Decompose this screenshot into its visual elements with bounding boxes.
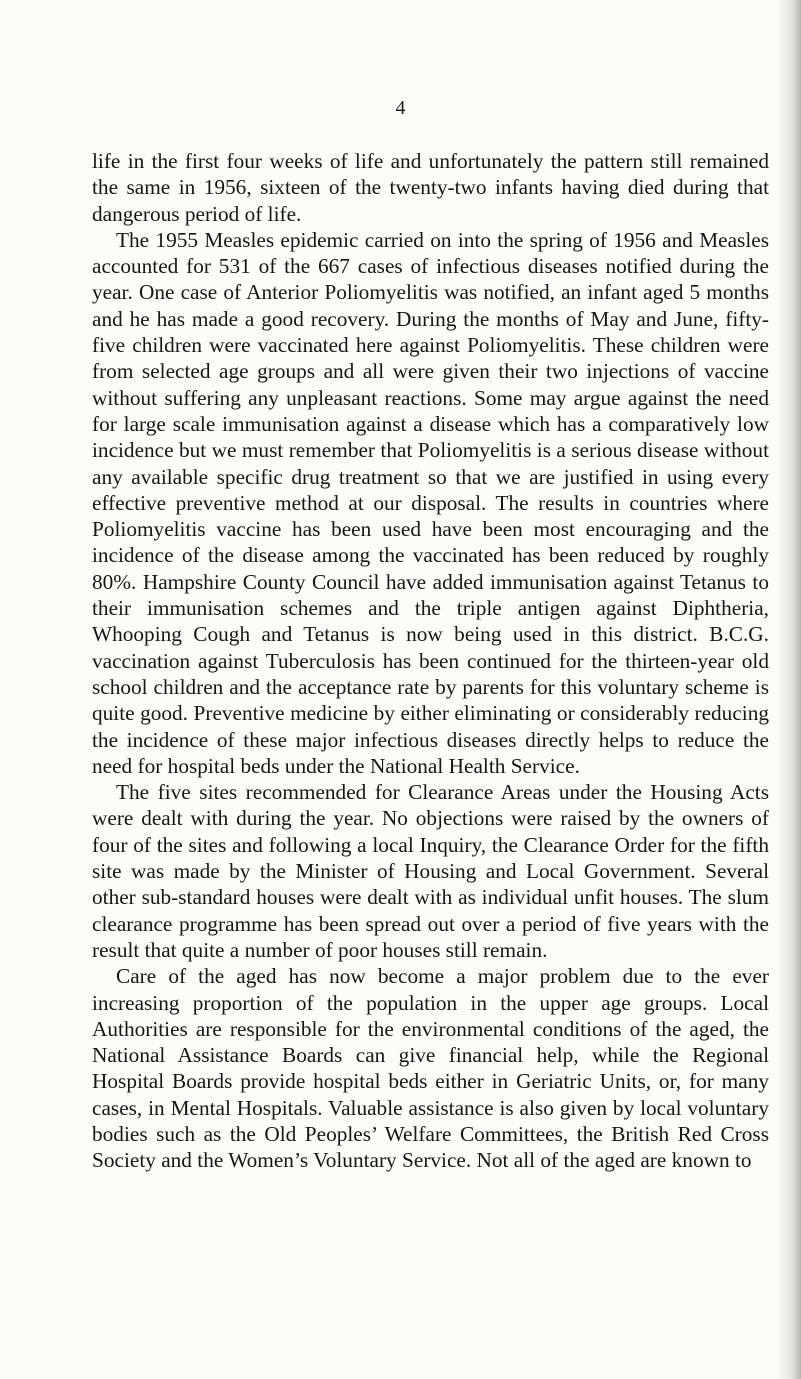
paragraph-infectious-diseases: The 1955 Measles epidemic carried on into the spring of 1956 and Measles accounted for 531 of the 667 cases of infectious diseases notified during the year. One case of Anterior Poliomyelitis was notified, an infant aged 5 months and he has made a good recovery. During the months of May and June, fifty-five children were vaccinated here against Poliomyelitis. These children were from selected age groups and all were given their two injections of vaccine without suffering any unpleasant reactions. Some may argue against the need for large scale immunisation against a disease which has a comparatively low incidence but we must remember that Poliomyelitis is a serious disease without any available specific drug treatment so that we are justified in using every effective preventive method at our disposal. The results in countries where Poliomyelitis vaccine has been used have been most encouraging and the incidence of the disease among the vaccinated has been reduced by roughly 80%. Hampshire County Council have added immunisation against Tetanus to their immunisation schemes and the triple antigen against Diphtheria, Whooping Cough and Tetanus is now being used in this district. B.C.G. vaccination against Tuberculosis has been continued for the thirteen-year old school children and the acceptance rate by parents for this voluntary scheme is quite good. Preventive medicine by either eliminating or considerably reducing the incidence of these major infectious diseases directly helps to reduce the need for hospital beds under the National Health Service. — [92, 227, 769, 778]
body-text — [92, 148, 769, 1174]
page-number: 4 — [395, 97, 406, 119]
page-edge-shadow — [777, 0, 801, 1379]
paragraph-infant-mortality: life in the first four weeks of life and unfortunately the pattern still remained the same in 1956, sixteen of the twenty-two infants having died during that dangerous period of life. — [92, 149, 769, 226]
paragraph-care-of-aged: Care of the aged has now become a major problem due to the ever increasing proportion of the population in the upper age groups. Local Authorities are responsible for the environmental conditions of the aged, the National Assistance Boards can give financial help, while the Regional Hospital Boards provide hospital beds either in Geriatric Units, or, for many cases, in Mental Hospitals. Valuable assistance is also given by local voluntary bodies such as the Old Peoples’ Welfare Committees, the British Red Cross Society and the Women’s Voluntary Service. Not all of the aged are known to — [92, 964, 769, 1173]
paragraph-housing-clearance: The five sites recommended for Clearance Areas under the Housing Acts were dealt with during the year. No objections were raised by the owners of four of the sites and following a local Inquiry, the Clearance Order for the fifth site was made by the Minister of Housing and Local Government. Several other sub-standard houses were dealt with as individual unfit houses. The slum clearance programme has been spread out over a period of five years with the result that quite a number of poor houses still remain. — [92, 780, 769, 962]
